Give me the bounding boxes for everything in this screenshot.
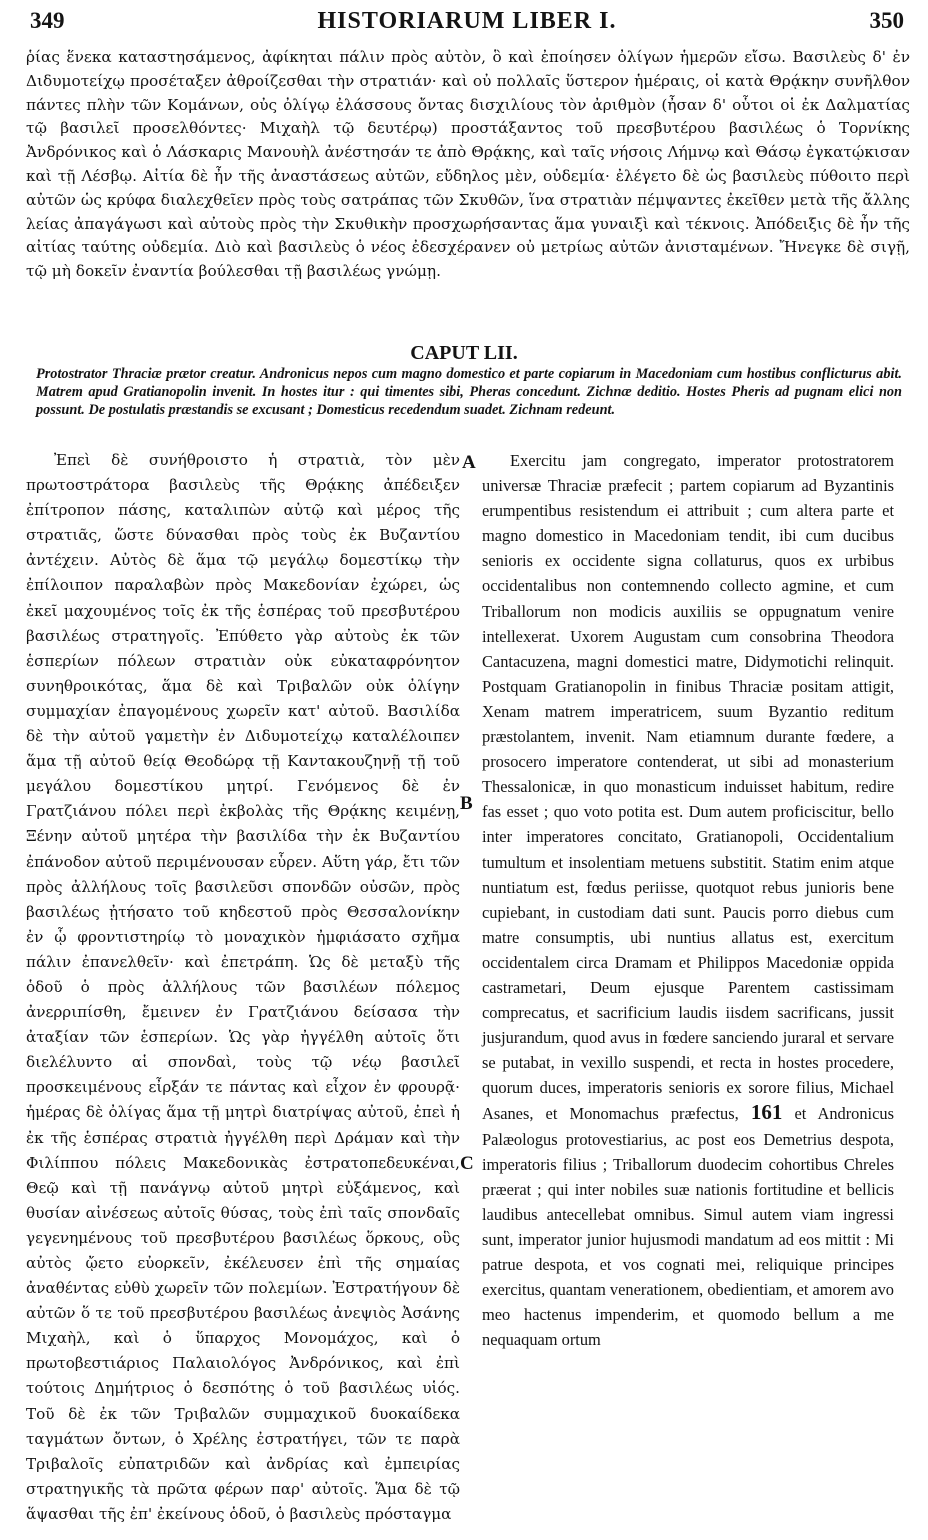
greek-continuation-paragraph bbox=[26, 46, 910, 284]
running-header bbox=[30, 8, 904, 42]
greek-paragraph-text: ῥίας ἕνεκα καταστησάμενος, ἀφίκηται πάλιν πρὸς αὐτὸν, ὃ καὶ ἐποίησεν ὀλίγων ἡμερῶν εἴσω. Βασιλεὺς δ' ἐν Διδυμοτείχῳ προσέταξεν ἀθροίζεσθαι τὴν στρατιάν· καὶ οὐ πολλαῖς ὕστερον ἡμέραις, οἱ κατὰ Θρᾴκην συνῆλθον πάντες πλὴν τῶν Κομάνων, οὐς ὀλίγῳ ἐλάσσους ὄντας δισχιλίους τὸν ἀριθμὸν (ἦσαν δ' οὗτοι οἱ ἐκ Δαλματίας τῷ βασιλεῖ προσελθόντες· Μιχαὴλ τῷ δευτέρῳ) προστάξαντος τοῦ πρεσβυτέρου βασιλέως ὁ Τορνίκης Ἀνδρόνικος καὶ ὁ Λάσκαρις Μανουὴλ ἀνέστησάν τε ἀπὸ Θρᾴκης, καὶ ταῖς νήσοις Λήμνῳ καὶ Θάσῳ ἐγκατῴκισαν καὶ τῇ Λέσβῳ. Αἰτία δὲ ἦν τῆς ἀναστάσεως αὐτῶν, εὔδηλος μὲν, οὐδεμία· ἐλέγετο δὲ ὡς βασιλεὺς πύθοιτο περὶ αὐτῶν ὡς κρύφα διαλεχθεῖεν πρὸς τοὺς σατράπας τῶν Σκυθῶν, ἵνα στρατιὰν πέμψαντες ἐκεῖθεν μετὰ τῆς ἄλλης λείας ἀπαγάγωσι καὶ αὐτοὺς πρὸς τὴν Σκυθικὴν προσχωρήσαντας ἅμα γυναιξὶ καὶ τέκνοις. Ἀπόδειξις δὲ ἦν τῆς αἰτίας ταύτης οὐδεμία. Διὸ καὶ βασιλεὺς ὁ νέος ἐδεσχέρανεν οὐ μετρίως αὐτῶν ἀνισταμένων. Ἤνεγκε δὲ σιγῇ, τῷ μὴ δοκεῖν ἐναντία βούλεσθαι τῇ βασιλέως γνώμῃ. bbox=[26, 48, 910, 281]
page-number-right: 350 bbox=[869, 8, 904, 33]
latin-text-column bbox=[482, 448, 894, 1352]
page-number-left: 349 bbox=[30, 8, 65, 33]
inline-page-number: 161 bbox=[750, 1100, 783, 1125]
latin-text-part-2: et Andronicus Palæologus protovestiarius, ac post eos Demetrius despota, imperatoris filius ; Triballorum duodecim cohortibus Chreles præerat ; qui inter nobiles suæ nationis fortitudine et bellicis laudibus antecellebat omnibus. Simul autem viam ingressi sunt, imperator junior hujusmodi mandatum ad eos mittit : Mi patrue despota, et vos cognati mei, reliquique principes exercitus, quantam venerationem, obedientiam, et amorem avo meo hactenus impenderim, et quomodo bellum a me nequaquam ortum bbox=[482, 1104, 894, 1350]
running-title: HISTORIARUM LIBER I. bbox=[317, 8, 617, 34]
latin-column-text bbox=[482, 448, 894, 1352]
chapter-summary: Protostrator Thraciæ prætor creatur. Andronicus nepos cum magno domestico et parte copiarum in Macedoniam cum hostibus conflicturus abit. Matrem apud Gratianopolin invenit. In hostes itur : qui timentes sibi, Pheras concedunt. Zichnæ deditio. Hostes Pheris ad pugnam elici non possunt. De postulatis præstandis se excusant ; Domesticus recedendum suadet. Zichnam redeunt. bbox=[36, 366, 902, 418]
margin-mark-c: C bbox=[460, 1153, 474, 1174]
margin-mark-b: B bbox=[460, 793, 473, 814]
chapter-heading: CAPUT LII. bbox=[410, 342, 518, 364]
greek-text-column bbox=[26, 448, 460, 1527]
greek-column-text: Ἐπεὶ δὲ συνήθροιστο ἡ στρατιὰ, τὸν μὲν πρωτοστράτορα βασιλεὺς τῆς Θρᾴκης ἀπέδειξεν ἐπίτροπον πάσης, καταλιπὼν αὐτῷ καὶ μέρος τῆς στρατιᾶς, ὥστε δύνασθαι πρὸς τοὺς ἐκ Βυζαντίου ἀντέχειν. Αὐτὸς δὲ ἅμα τῷ μεγάλῳ δομεστίκῳ τὴν ἐπίλοιπον παραλαβὼν πρὸς Μακεδονίαν ἐχώρει, ὡς ἐκεῖ μαχουμένος τοῖς ἐκ τῆς ἑσπέρας τοῦ πρεσβυτέρου βασιλέως στρατηγοῖς. Ἐπύθετο γὰρ αὐτοὺς ἐκ τῶν ἑσπερίων πόλεων στρατιὰν οὐκ εὐκαταφρόνητον συνηθροικότας, ἅμα δὲ καὶ Τριβαλῶν οὐκ ὀλίγην συμμαχίαν ἐπαγομένους χωρεῖν κατ' αὐτοῦ. Βασιλίδα δὲ τὴν αὐτοῦ γαμετὴν ἐν Διδυμοτείχῳ καταλέλοιπεν ἅμα τῇ αὐτοῦ θείᾳ Θεοδώρᾳ τῇ Καντακουζηνῇ τῇ τοῦ μεγάλου δομεστίκου μητρί. Γενόμενος δὲ ἐν Γρατζιάνου πόλει περὶ ἐκβολὰς τῆς Θρᾴκης κειμένῃ, Ξένην αὐτοῦ μητέρα τὴν βασιλίδα τὴν ἐκ Βυζαντίου ἐπάνοδον αὐτοῦ περιμένουσαν εὗρεν. Αὕτη γάρ, ἔτι τῶν πρὸς ἀλλήλους τοῖς βασιλεῦσι σπονδῶν οὐσῶν, πρὸς βασιλέως ᾐτήσατο τοῦ κηδεστοῦ πρὸς Θεσσαλονίκην ἐν ᾧ φροντιστηρίῳ τὸ μοναχικὸν ἠμφιάσατο σχῆμα πάλιν ἐπανελθεῖν· καὶ ἐπετράπη. Ὡς δὲ μεταξὺ τῆς ὁδοῦ ὁ πρὸς ἀλλήλους τῶν βασιλέων πόλεμος ἀνερριπίσθη, ἔμεινεν ἐν Γρατζιάνου δείσασα τὴν ἀταξίαν τῶν ἑσπερίων. Ὡς γὰρ ἠγγέλθη αὐτοῖς ὅτι διελέλυντο αἱ σπονδαὶ, τοὺς τῷ νέῳ βασιλεῖ προσκειμένους εἶρξάν τε πάντας καὶ εἶχον ἐν φρουρᾷ· ἡμέρας δὲ ὀλίγας ἅμα τῇ μητρὶ διατρίψας αὐτοῦ, ἐπεὶ ἡ ἐκ τῆς ἑσπέρας στρατιὰ ἠγγέλθη περὶ Δράμαν καὶ τὴν Φιλίππου πόλεις Μακεδονικὰς ἐστρατοπεδευκέναι, Θεῷ καὶ τῇ πανάγνῳ αὐτοῦ μητρὶ εὐξάμενος, καὶ θυσίαν αἰνέσεως αὐτοῖς θύσας, τοὺς ἐπὶ ταῖς σπονδαῖς γεγενημένους τοῦ πρεσβυτέρου βασιλέως ὅρκους, οὓς αὐτὸς ᾤετο εὐορκεῖν, ἐκέλευσεν ἐπὶ τῆς σημαίας ἀναθέντας εὐθὺ χωρεῖν τῶν πολεμίων. Ἐστρατήγουν δὲ αὐτῶν ὅ τε τοῦ πρεσβυτέρου βασιλέως ἀνεψιὸς Ἀσάνης Μιχαὴλ, καὶ ὁ ὕπαρχος Μονομάχος, καὶ ὁ πρωτοβεστιάριος Παλαιολόγος Ἀνδρόνικος, καὶ ἐπὶ τούτοις Δημήτριος ὁ δεσπότης ὁ τοῦ βασιλέως υἱός. Τοῦ δὲ ἐκ τῶν Τριβαλῶν συμμαχικοῦ δυοκαίδεκα ταγμάτων ὄντων, ὁ Χρέλης ἐστρατήγει, τῶν τε παρὰ Τριβαλοῖς εὐπατριδῶν καὶ ἀνδρίας καὶ ἐμπειρίας στρατηγικῆς τὰ πρῶτα φέρων παρ' αὐτοῖς. Ἅμα δὲ τῷ ἅψασθαι τῆς ἐπ' ἐκείνους ὁδοῦ, ὁ βασιλεὺς πρόσταγμα bbox=[26, 451, 460, 1523]
latin-text-part-1: Exercitu jam congregato, imperator protostratorem universæ Thraciæ præfecit ; partem copiarum ad Byzantinis erumpentibus resistendum ei attribuit ; cum altera parte et magno domestico in Macedoniam tendit, ibi cum ducibus senioris ex occidente signa collaturus, quos ex urbibus occidentalibus non contemnendo collecto agmine, et cum Triballorum non modicis auxiliis se oppugnatum venire intellexerat. Uxorem Augustam cum consobrina Theodora Cantacuzena, magni domestici matre, Didymotichi relinquit. Postquam Gratianopolin in finibus Thraciæ positam attigit, Xenam matrem imperatricem, suum Byzantio reditum præstolantem, invenit. Nam etiamnum durante fœdere, a prosocero imperatore contenderat, ut sibi ad monasterium Thessalonicæ, in quo monasticum induisset habitum, redire fas esset ; quo voto potita est. Dum autem proficiscitur, bello inter imperatores concitato, Gratianopoli, Occidentalium tumultum et insolentiam metuens substitit. Statim enim atque nuntiatum est, fœdus periisse, quotquot rebus junioris bene cupiebant, in custodiam dati sunt. Paucis porro diebus cum matre consumptis, ubi nuntius allatus est, exercitum occidentalem circa Dramam et Philippos Macedoniæ oppida castrametari, Deum ejusque Parentem castissimam comprecatus, et sacrificium laudis iisdem sacrificans, jussit jusjurandum, quod avus in fœdere sanciendo juraral et servare se putabat, in vexillo suspendi, et recta in hostes procedere, quorum duces, imperatoris senioris ex sorore filius, Michael Asanes, et Monomachus præfectus, bbox=[482, 451, 894, 1124]
margin-mark-a: A bbox=[462, 452, 476, 473]
